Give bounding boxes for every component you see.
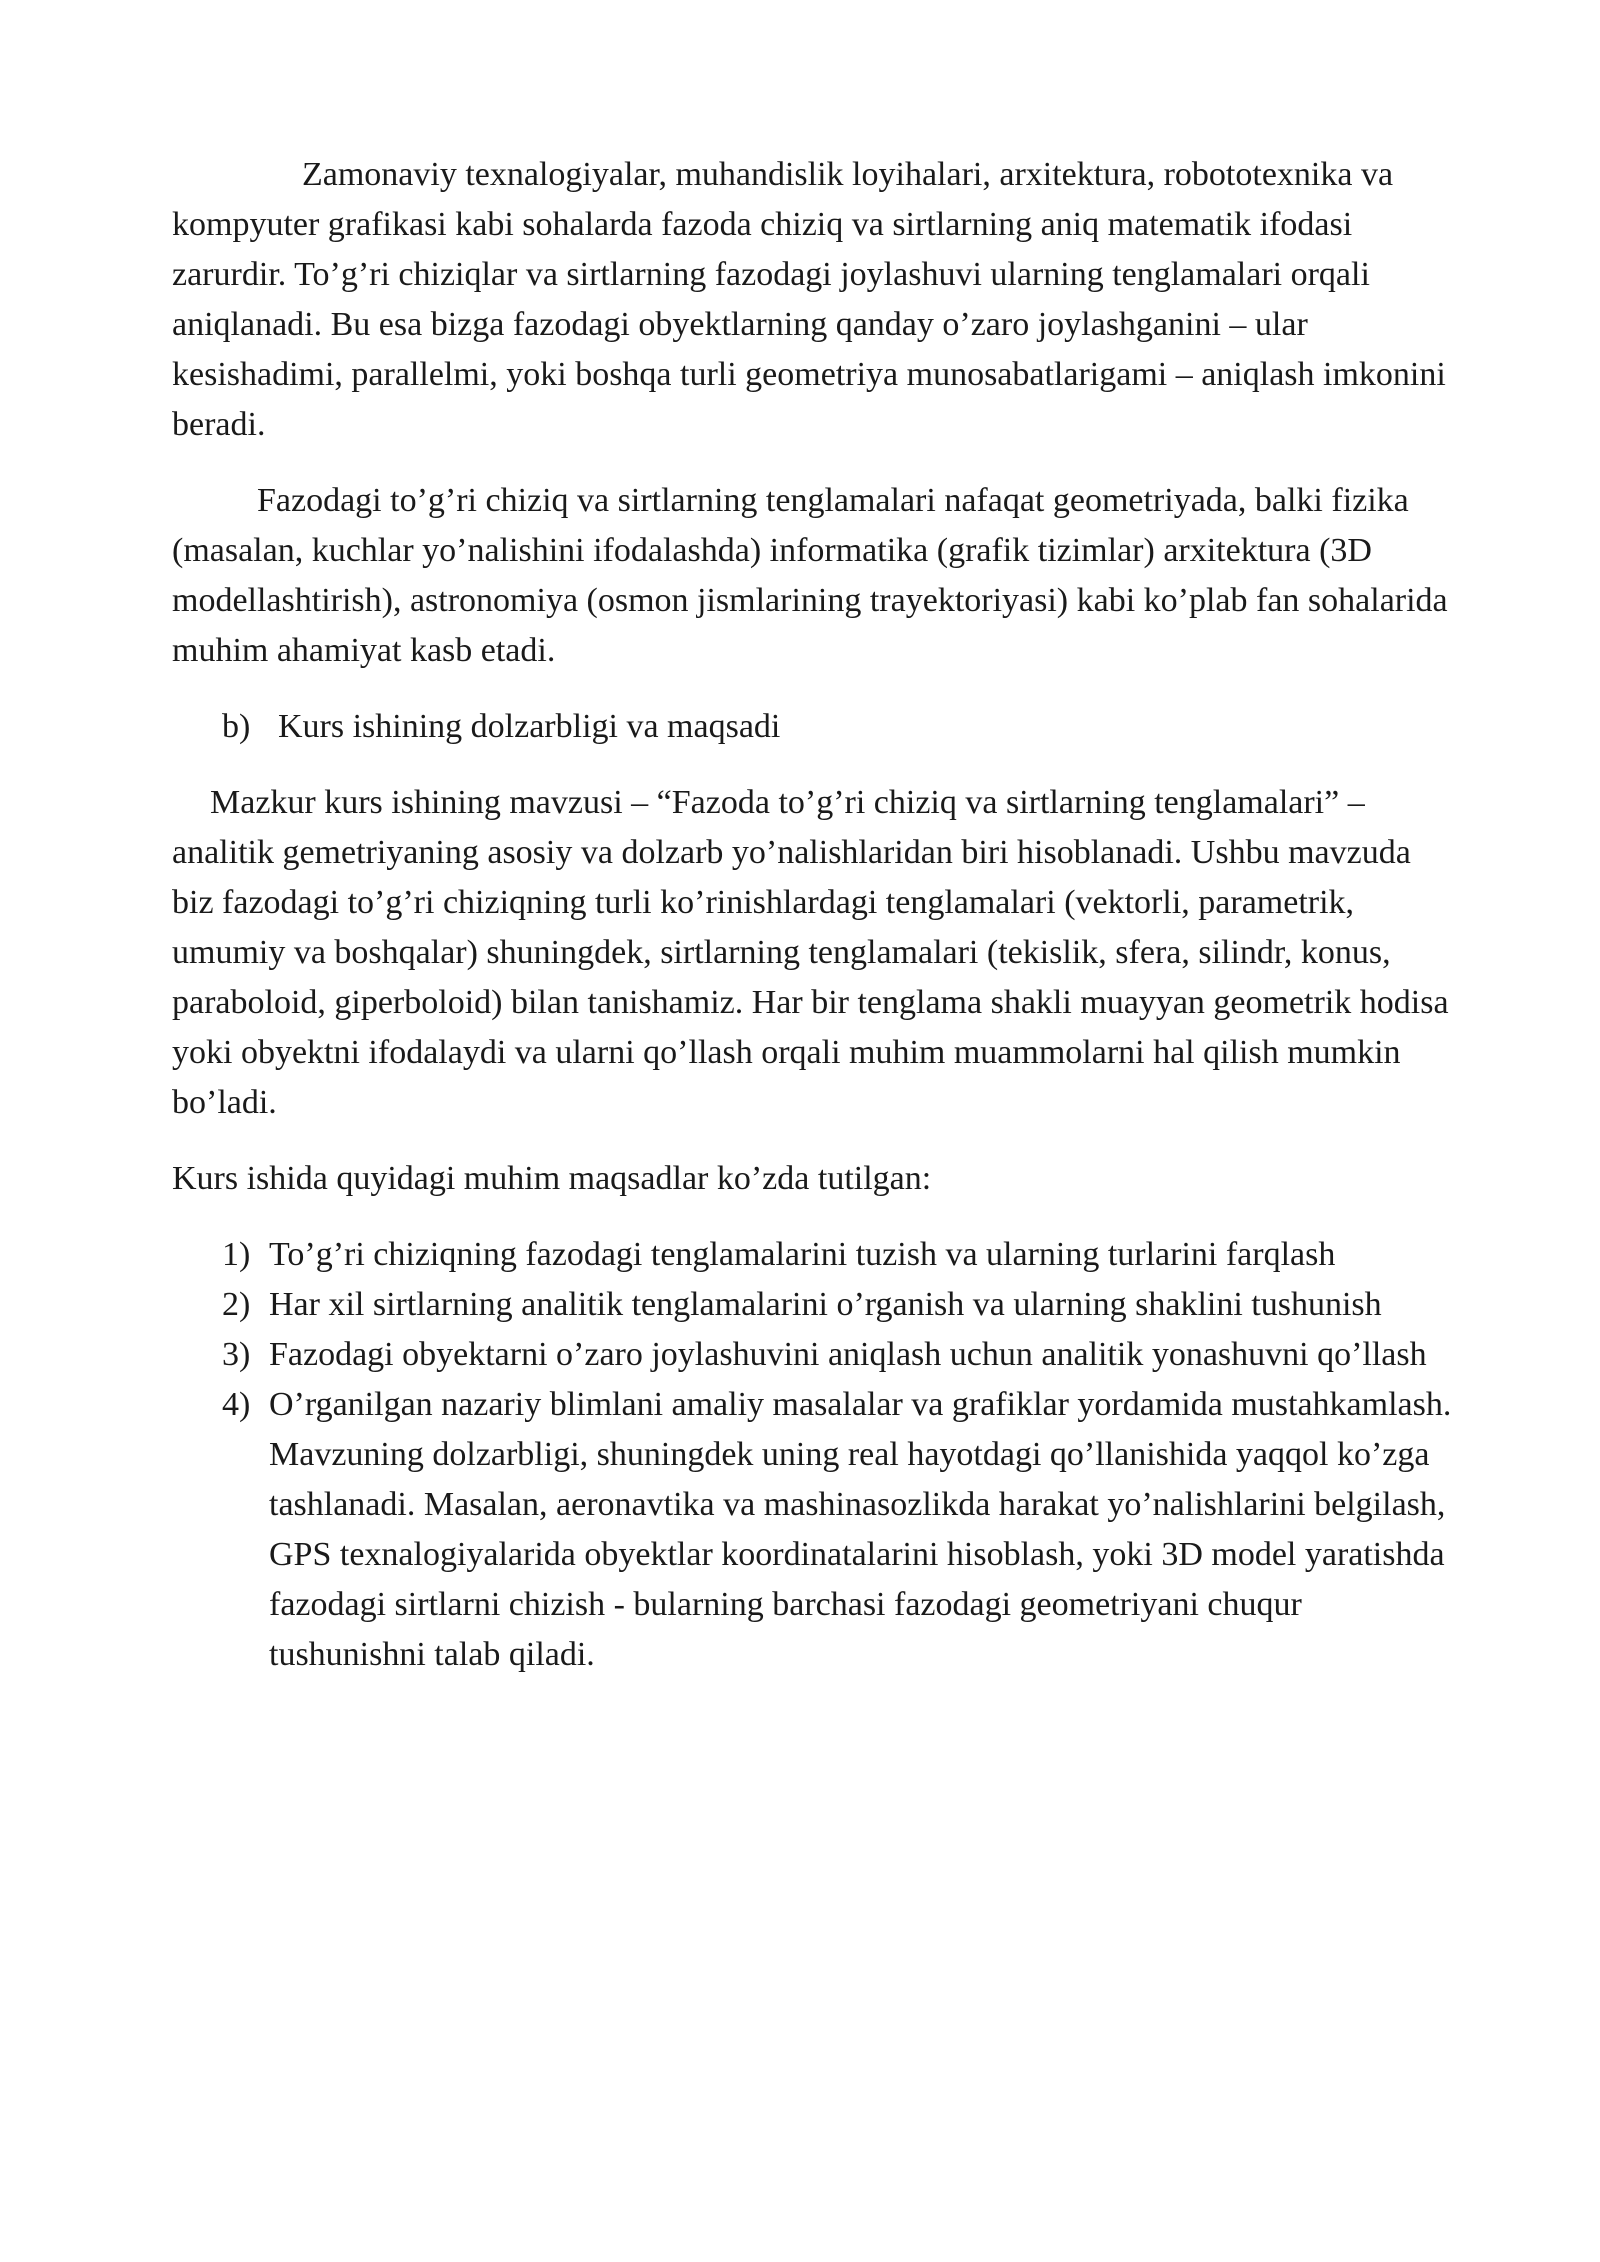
list-item-text: Fazodagi obyektarni o’zaro joylashuvini aniqlash uchun analitik yonashuvni qo’llash xyxy=(269,1336,1427,1373)
subheading-marker: b) xyxy=(222,708,251,745)
document-page xyxy=(172,150,1452,1680)
applications-paragraph: Fazodagi to’g’ri chiziq va sirtlarning tenglamalari nafaqat geometriyada, balki fizika (masalan, kuchlar yo’nalishini ifodalashda) informatika (grafik tizimlar) arxitektura (3D modellashtirish), astronomiya (osmon jismlarining trayektoriyasi) kabi ko’plab fan sohalarida muhim ahamiyat kasb etadi. xyxy=(172,482,1448,669)
list-item xyxy=(172,1330,1452,1380)
list-item xyxy=(172,1230,1452,1280)
subheading-text: Kurs ishining dolzarbligi va maqsadi xyxy=(278,708,781,745)
list-item-number: 2) xyxy=(222,1286,251,1323)
list-item xyxy=(172,1280,1452,1330)
list-item-number: 1) xyxy=(222,1236,251,1273)
goals-intro: Kurs ishida quyidagi muhim maqsadlar ko’zda tutilgan: xyxy=(172,1160,932,1197)
list-item-text: Har xil sirtlarning analitik tenglamalarini o’rganish va ularning shaklini tushunish xyxy=(269,1286,1382,1323)
list-item-number: 4) xyxy=(222,1386,251,1423)
intro-paragraph: Zamonaviy texnalogiyalar, muhandislik loyihalari, arxitektura, robototexnika va kompyuter grafikasi kabi sohalarda fazoda chiziq va sirtlarning aniq matematik ifodasi zarurdir. To’g’ri chiziqlar va sirtlarning fazodagi joylashuvi ularning tenglamalari orqali aniqlanadi. Bu esa bizga fazodagi obyektlarning qanday o’zaro joylashganini – ular kesishadimi, parallelmi, yoki boshqa turli geometriya munosabatlarigami – aniqlash imkonini beradi. xyxy=(172,156,1446,443)
goals-list xyxy=(172,1230,1452,1430)
list-item xyxy=(172,1380,1452,1430)
list-item-text: O’rganilgan nazariy blimlani amaliy masalalar va grafiklar yordamida mustahkamlash. xyxy=(269,1386,1452,1423)
list-item-text: To’g’ri chiziqning fazodagi tenglamalarini tuzish va ularning turlarini farqlash xyxy=(269,1236,1336,1273)
relevance-paragraph: Mavzuning dolzarbligi, shuningdek uning real hayotdagi qo’llanishida yaqqol ko’zga tashlanadi. Masalan, aeronavtika va mashinasozlikda harakat yo’nalishlarini belgilash, GPS texnalogiyalarida obyektlar koordinatalarini hisoblash, yoki 3D model yaratishda fazodagi sirtlarni chizish - bularning barchasi fazodagi geometriyani chuqur tushunishni talab qiladi. xyxy=(269,1436,1446,1673)
topic-paragraph: Mazkur kurs ishining mavzusi – “Fazoda to’g’ri chiziq va sirtlarning tenglamalari” – analitik gemetriyaning asosiy va dolzarb yo’nalishlaridan biri hisoblanadi. Ushbu mavzuda biz fazodagi to’g’ri chiziqning turli ko’rinishlardagi tenglamalari (vektorli, parametrik, umumiy va boshqalar) shuningdek, sirtlarning tenglamalari (tekislik, sfera, silindr, konus, paraboloid, giperboloid) bilan tanishamiz. Har bir tenglama shakli muayyan geometrik hodisa yoki obyektni ifodalaydi va ularni qo’llash orqali muhim muammolarni hal qilish mumkin bo’ladi. xyxy=(172,784,1449,1121)
section-subheading xyxy=(172,702,1452,752)
list-item-number: 3) xyxy=(222,1336,251,1373)
